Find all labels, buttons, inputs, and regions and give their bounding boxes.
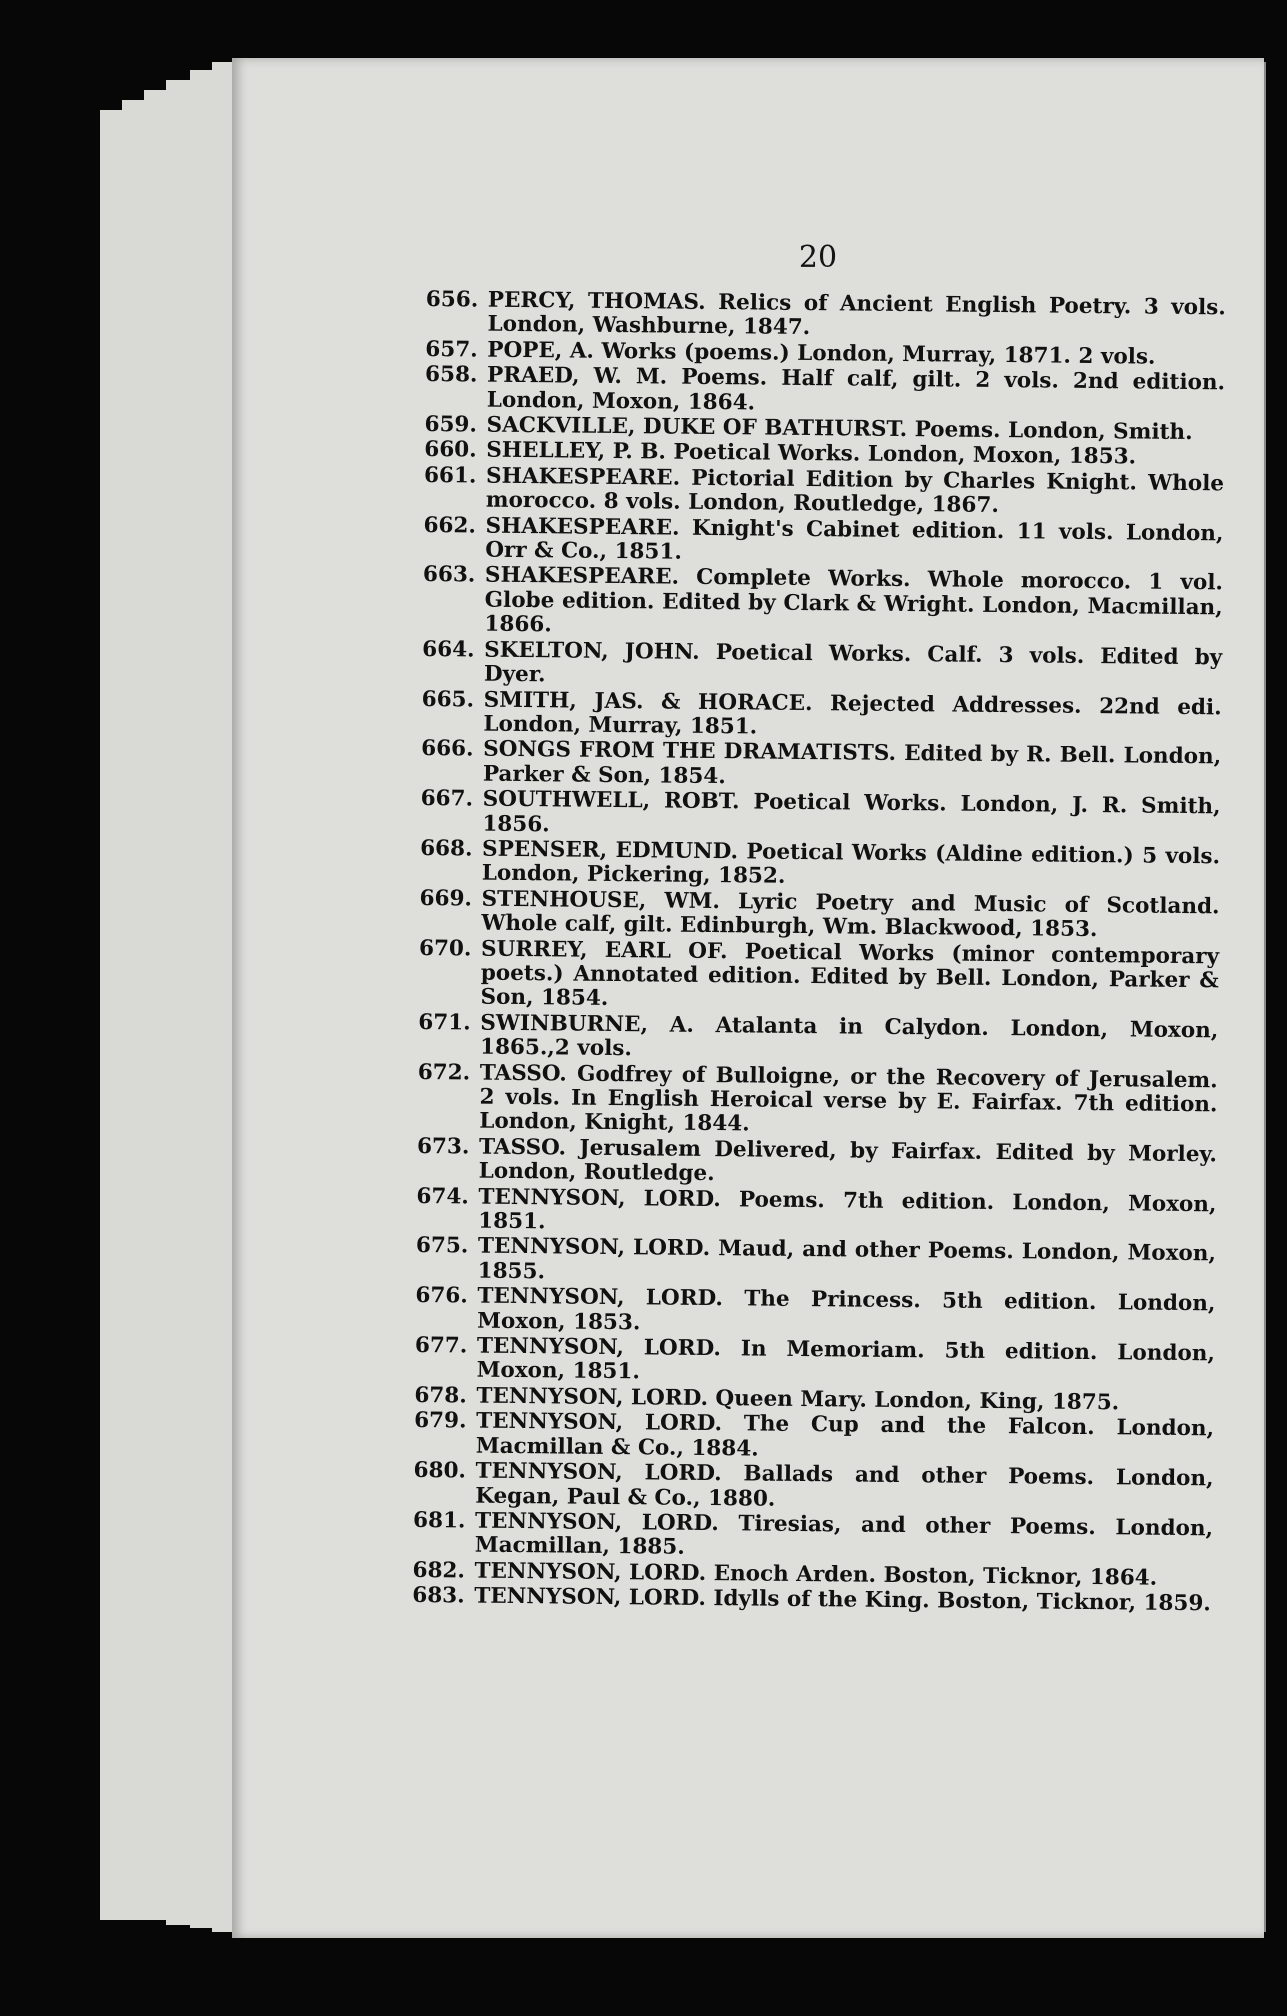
catalogue-entry — [422, 638, 1222, 695]
catalogue-entry — [413, 1509, 1213, 1566]
entry-text: SKELTON, JOHN. Poetical Works. Calf. 3 vols. Edited by Dyer. — [483, 637, 1223, 688]
entry-text: TENNYSON, LORD. Idylls of the King. Boston, Ticknor, 1859. — [474, 1583, 1211, 1617]
catalogue-entry — [419, 887, 1219, 944]
entry-text: TENNYSON, LORD. The Princess. 5th edition. London, Moxon, 1853. — [477, 1283, 1216, 1335]
entry-text: SURREY, EARL OF. Poetical Works (minor contemporary poets.) Annotated edition. Edited by Bell. London, Parker & Son, 1854. — [480, 936, 1220, 1012]
entry-number: 683. — [412, 1583, 465, 1609]
entry-number: 660. — [424, 437, 477, 463]
entry-text: TENNYSON, LORD. In Memoriam. 5th edition. London, Moxon, 1851. — [476, 1333, 1216, 1385]
entry-number: 661. — [423, 462, 477, 489]
entry-number: 656. — [425, 287, 479, 313]
catalogue-entry — [425, 288, 1225, 345]
entry-text: TENNYSON, LORD. Queen Mary. London, King, 1875. — [476, 1383, 1120, 1416]
entry-text: TASSO. Jerusalem Delivered, by Fairfax. Edited by Morley. London, Routledge. — [478, 1134, 1218, 1187]
entry-text: SHAKESPEARE. Knight's Cabinet edition. 11 vols. London, Orr & Co., 1851. — [485, 513, 1224, 565]
entry-number: 668. — [420, 835, 473, 862]
entry-text: SHELLEY, P. B. Poetical Works. London, Moxon, 1853. — [486, 438, 1137, 470]
catalogue-entry — [416, 1185, 1216, 1242]
catalogue-entry — [418, 937, 1219, 1019]
entry-number: 669. — [419, 885, 473, 912]
catalogue-entry — [420, 787, 1220, 844]
entry-number: 682. — [412, 1557, 466, 1584]
entry-number: 675. — [415, 1233, 469, 1259]
entry-text: SACKVILLE, DUKE OF BATHURST. Poems. London, Smith. — [486, 412, 1193, 446]
entry-number: 666. — [421, 736, 474, 762]
catalogue-entry-list — [412, 288, 1226, 1618]
entry-number: 672. — [417, 1059, 471, 1086]
catalogue-entry — [415, 1284, 1215, 1341]
entry-text: SONGS FROM THE DRAMATISTS. Edited by R. Bell. London, Parker & Son, 1854. — [482, 736, 1222, 789]
entry-number: 671. — [418, 1009, 471, 1036]
entry-text: TENNYSON, LORD. Enoch Arden. Boston, Ticknor, 1864. — [474, 1558, 1158, 1591]
entry-text: TENNYSON, LORD. The Cup and the Falcon. London, Macmillan & Co., 1884. — [475, 1408, 1215, 1462]
entry-number: 667. — [420, 786, 474, 812]
catalogue-entry — [417, 1061, 1218, 1143]
entry-text: TASSO. Godfrey of Bulloigne, or the Recovery of Jerusalem. 2 vols. In English Heroical verse by E. Fairfax. 7th edition. London, Knight, 1844. — [479, 1060, 1218, 1137]
entry-text: POPE, A. Works (poems.) London, Murray, 1871. 2 vols. — [487, 337, 1156, 370]
entry-number: 657. — [425, 336, 478, 363]
catalogue-entry — [425, 363, 1225, 420]
catalogue-entry — [422, 563, 1223, 645]
entry-text: TENNYSON, LORD. Ballads and other Poems. London, Kegan, Paul & Co., 1880. — [475, 1458, 1214, 1512]
entry-number: 658. — [424, 362, 478, 388]
catalogue-entry — [421, 737, 1221, 794]
catalogue-entry — [416, 1234, 1216, 1291]
entry-number: 670. — [418, 935, 472, 962]
entry-number: 674. — [416, 1183, 469, 1210]
entry-text: STENHOUSE, WM. Lyric Poetry and Music of Scotland. Whole calf, gilt. Edinburgh, Wm. Blackwood, 1853. — [481, 886, 1220, 943]
entry-number: 677. — [414, 1333, 468, 1359]
entry-text: TENNYSON, LORD. Maud, and other Poems. London, Moxon, 1855. — [477, 1234, 1217, 1285]
catalogue-entry — [413, 1459, 1213, 1516]
entry-text: TENNYSON, LORD. Tiresias, and other Poems. London, Macmillan, 1885. — [474, 1508, 1214, 1561]
entry-number: 676. — [415, 1283, 468, 1309]
page-number: 20 — [798, 240, 838, 275]
catalogue-entry — [423, 514, 1223, 571]
entry-number: 663. — [422, 562, 476, 589]
entry-number: 679. — [414, 1408, 467, 1434]
entry-text: PERCY, THOMAS. Relics of Ancient English Poetry. 3 vols. London, Washburne, 1847. — [487, 287, 1226, 341]
catalogue-entry — [424, 464, 1224, 521]
catalogue-entry — [418, 1011, 1218, 1068]
catalogue-entry — [415, 1334, 1215, 1391]
entry-text: SHAKESPEARE. Complete Works. Whole morocco. 1 vol. Globe edition. Edited by Clark & Wright. London, Macmillan, 1866. — [484, 563, 1224, 638]
entry-number: 680. — [413, 1458, 467, 1484]
catalogue-entry — [420, 837, 1220, 894]
book-page — [232, 58, 1264, 1938]
entry-text: SOUTHWELL, ROBT. Poetical Works. London, J. R. Smith, 1856. — [482, 786, 1221, 837]
entry-number: 681. — [412, 1507, 466, 1534]
entry-text: SWINBURNE, A. Atalanta in Calydon. London, Moxon, 1865.,2 vols. — [479, 1010, 1219, 1062]
catalogue-entry — [414, 1409, 1214, 1466]
entry-number: 665. — [421, 686, 475, 713]
entry-text: TENNYSON, LORD. Poems. 7th edition. London, Moxon, 1851. — [478, 1184, 1217, 1235]
entry-number: 659. — [424, 412, 478, 438]
entry-text: PRAED, W. M. Poems. Half calf, gilt. 2 vols. 2nd edition. London, Moxon, 1864. — [486, 362, 1226, 416]
entry-text: SHAKESPEARE. Pictorial Edition by Charles Knight. Whole morocco. 8 vols. London, Routledge, 1867. — [485, 463, 1225, 519]
entry-number: 664. — [422, 636, 475, 663]
entry-number: 673. — [416, 1133, 470, 1160]
entry-number: 678. — [414, 1382, 467, 1409]
entry-text: SMITH, JAS. & HORACE. Rejected Addresses. 22nd edi. London, Murray, 1851. — [483, 687, 1222, 740]
catalogue-entry — [417, 1135, 1217, 1192]
catalogue-entry — [421, 687, 1221, 744]
entry-text: SPENSER, EDMUND. Poetical Works (Aldine edition.) 5 vols. London, Pickering, 1852. — [481, 836, 1221, 890]
entry-number: 662. — [423, 512, 477, 539]
